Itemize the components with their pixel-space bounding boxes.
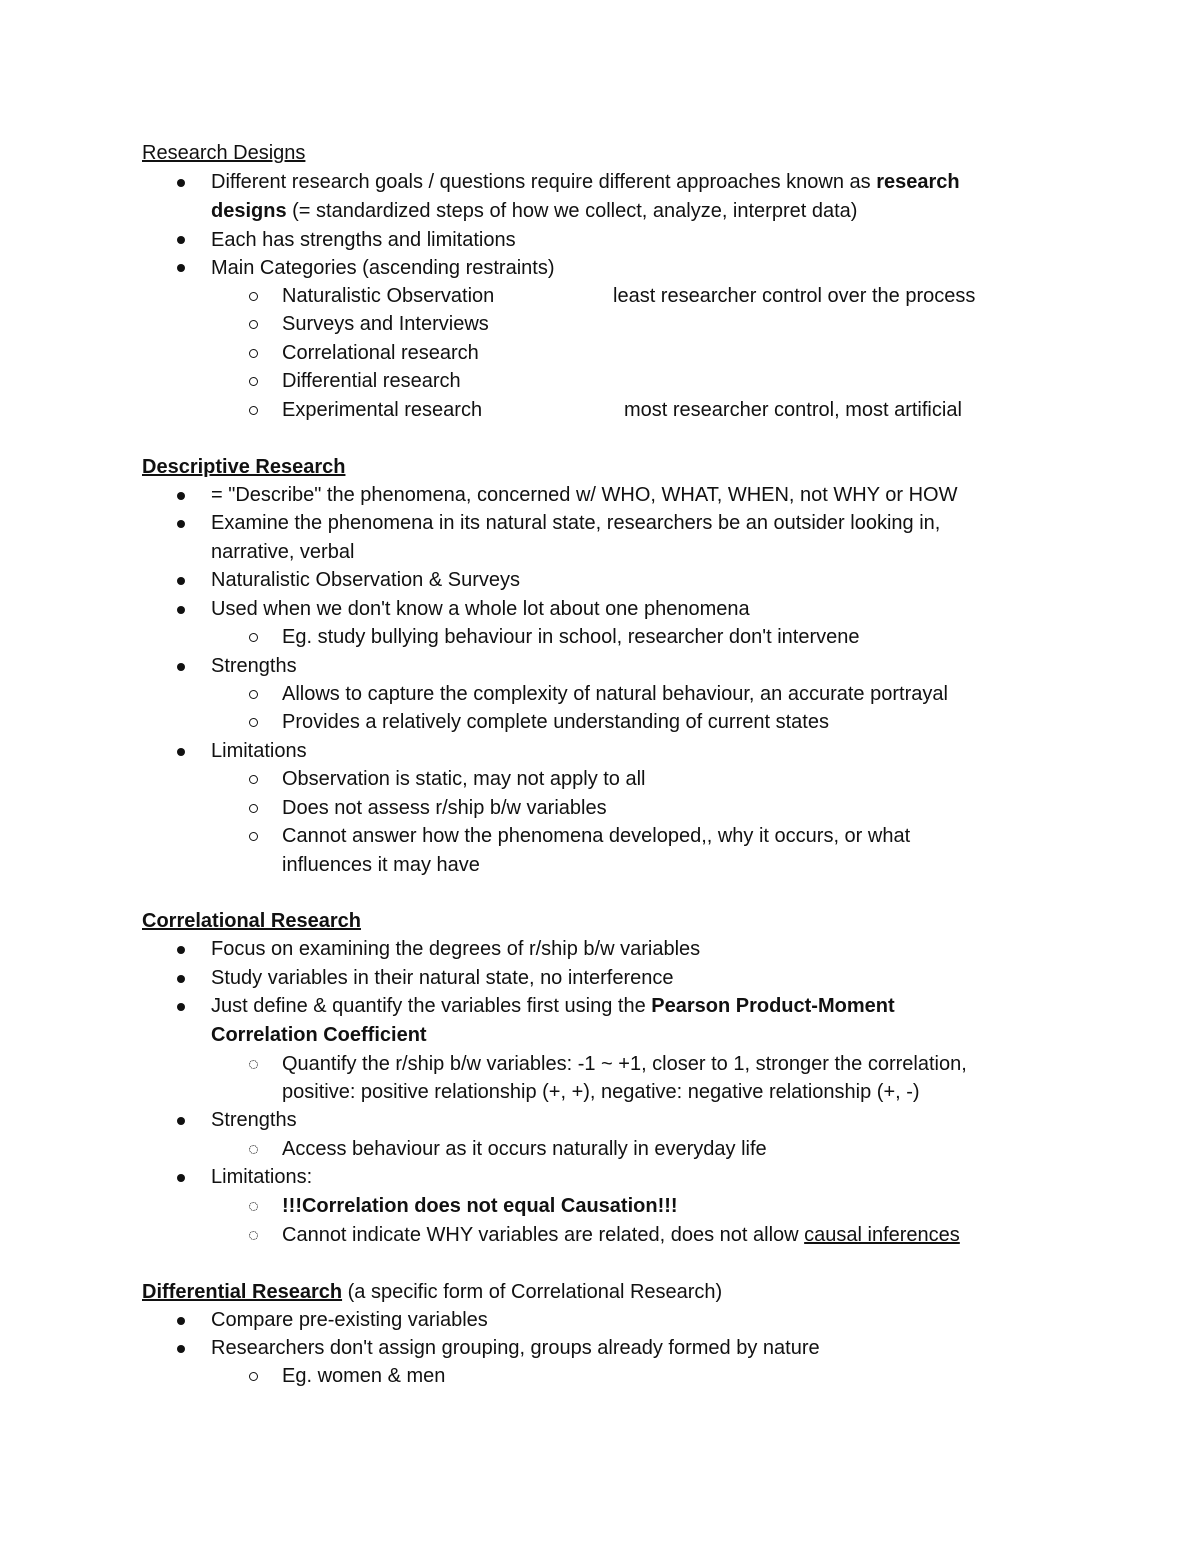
differential-research-heading: Differential Research — [142, 1281, 343, 1303]
bullet-circle — [249, 633, 258, 642]
bullet-circle — [249, 832, 258, 841]
bullet-dot — [177, 264, 185, 272]
differential-research-heading-line — [142, 1278, 722, 1307]
causal-inferences-link[interactable]: causal inferences — [804, 1224, 960, 1246]
correlational-limitations: Limitations: — [211, 1166, 313, 1188]
descriptive-strength-1: Allows to capture the complexity of natural behaviour, an accurate portrayal — [282, 683, 948, 705]
category-experimental: Experimental research — [282, 399, 483, 421]
bullet-dot — [177, 1345, 185, 1353]
bullet-circle-dotted — [249, 1231, 258, 1240]
bullet-circle — [249, 320, 258, 329]
bullet-dot — [177, 179, 185, 187]
category-naturalistic-observation: Naturalistic Observation — [282, 285, 495, 307]
bullet-dot — [177, 606, 185, 614]
descriptive-limitation-3: Cannot answer how the phenomena developed,, why it occurs, or what — [282, 825, 911, 847]
bullet-dot — [177, 577, 185, 585]
bullet-dot — [177, 1117, 185, 1125]
descriptive-example: Eg. study bullying behaviour in school, researcher don't intervene — [282, 626, 860, 648]
bullet-dot — [177, 1317, 185, 1325]
descriptive-bullet-2: Examine the phenomena in its natural state, researchers be an outsider looking in, — [211, 512, 941, 534]
correlational-bullet-1: Focus on examining the degrees of r/ship b/w variables — [211, 938, 701, 960]
research-designs-bullet-1 — [211, 168, 960, 197]
bullet-circle — [249, 377, 258, 386]
bullet-circle-dotted — [249, 1060, 258, 1069]
descriptive-bullet-4: Used when we don't know a whole lot about one phenomena — [211, 598, 750, 620]
category-surveys: Surveys and Interviews — [282, 313, 489, 335]
bullet-circle-dotted — [249, 1202, 258, 1211]
bullet-circle — [249, 775, 258, 784]
bullet-circle — [249, 292, 258, 301]
bold-text: Correlation Coefficient — [211, 1024, 427, 1046]
bold-text: Pearson Product-Moment — [651, 995, 895, 1017]
correlational-bullet-3-cont — [211, 1021, 427, 1050]
descriptive-bullet-3: Naturalistic Observation & Surveys — [211, 569, 521, 591]
bold-text: research — [876, 171, 960, 193]
differential-bullet-2: Researchers don't assign grouping, groups already formed by nature — [211, 1337, 820, 1359]
descriptive-limitation-2: Does not assess r/ship b/w variables — [282, 797, 607, 819]
bullet-circle — [249, 349, 258, 358]
bullet-dot — [177, 492, 185, 500]
correlational-quantify: Quantify the r/ship b/w variables: -1 ~ +1, closer to 1, stronger the correlation, — [282, 1053, 967, 1075]
text: Different research goals / questions require different approaches known as — [211, 171, 877, 193]
differential-example: Eg. women & men — [282, 1365, 446, 1387]
descriptive-bullet-1: = "Describe" the phenomena, concerned w/ WHO, WHAT, WHEN, not WHY or HOW — [211, 484, 958, 506]
least-control-note: least researcher control over the process — [613, 285, 976, 307]
bullet-dot — [177, 1003, 185, 1011]
correlational-bullet-3 — [211, 992, 895, 1021]
descriptive-limitation-3-cont: influences it may have — [282, 854, 480, 876]
bullet-circle — [249, 406, 258, 415]
descriptive-limitations: Limitations — [211, 740, 307, 762]
text: Just define & quantify the variables first using the — [211, 995, 652, 1017]
bullet-dot — [177, 663, 185, 671]
descriptive-strength-2: Provides a relatively complete understanding of current states — [282, 711, 829, 733]
bullet-dot — [177, 520, 185, 528]
research-designs-bullet-2: Each has strengths and limitations — [211, 229, 516, 251]
bullet-circle — [249, 690, 258, 699]
bullet-dot — [177, 748, 185, 756]
bullet-circle — [249, 804, 258, 813]
research-designs-bullet-3: Main Categories (ascending restraints) — [211, 257, 555, 279]
differential-bullet-1: Compare pre-existing variables — [211, 1309, 488, 1331]
correlational-strengths: Strengths — [211, 1109, 297, 1131]
most-control-note: most researcher control, most artificial — [624, 399, 962, 421]
correlational-quantify-cont: positive: positive relationship (+, +), negative: negative relationship (+, -) — [282, 1081, 920, 1103]
bullet-circle — [249, 718, 258, 727]
bullet-dot — [177, 1174, 185, 1182]
descriptive-bullet-2-cont: narrative, verbal — [211, 541, 355, 563]
correlation-causation-warning: !!!Correlation does not equal Causation!!! — [282, 1195, 678, 1217]
bullet-circle — [249, 1372, 258, 1381]
bullet-circle-dotted — [249, 1145, 258, 1154]
text: (= standardized steps of how we collect, analyze, interpret data) — [286, 200, 858, 222]
category-differential: Differential research — [282, 370, 461, 392]
correlational-research-heading: Correlational Research — [142, 910, 361, 932]
text: Cannot indicate WHY variables are related, does not allow — [282, 1224, 805, 1246]
descriptive-limitation-1: Observation is static, may not apply to all — [282, 768, 646, 790]
correlational-limitation-2 — [282, 1221, 960, 1250]
research-designs-bullet-1-cont — [211, 197, 857, 226]
bullet-dot — [177, 946, 185, 954]
research-designs-heading: Research Designs — [142, 142, 306, 164]
bold-text: designs — [211, 200, 287, 222]
category-correlational: Correlational research — [282, 342, 479, 364]
descriptive-research-heading: Descriptive Research — [142, 456, 346, 478]
heading-suffix: (a specific form of Correlational Research) — [342, 1281, 723, 1303]
descriptive-strengths: Strengths — [211, 655, 297, 677]
correlational-bullet-2: Study variables in their natural state, no interference — [211, 967, 674, 989]
bullet-dot — [177, 975, 185, 983]
bullet-dot — [177, 236, 185, 244]
correlational-strength-1: Access behaviour as it occurs naturally in everyday life — [282, 1138, 767, 1160]
